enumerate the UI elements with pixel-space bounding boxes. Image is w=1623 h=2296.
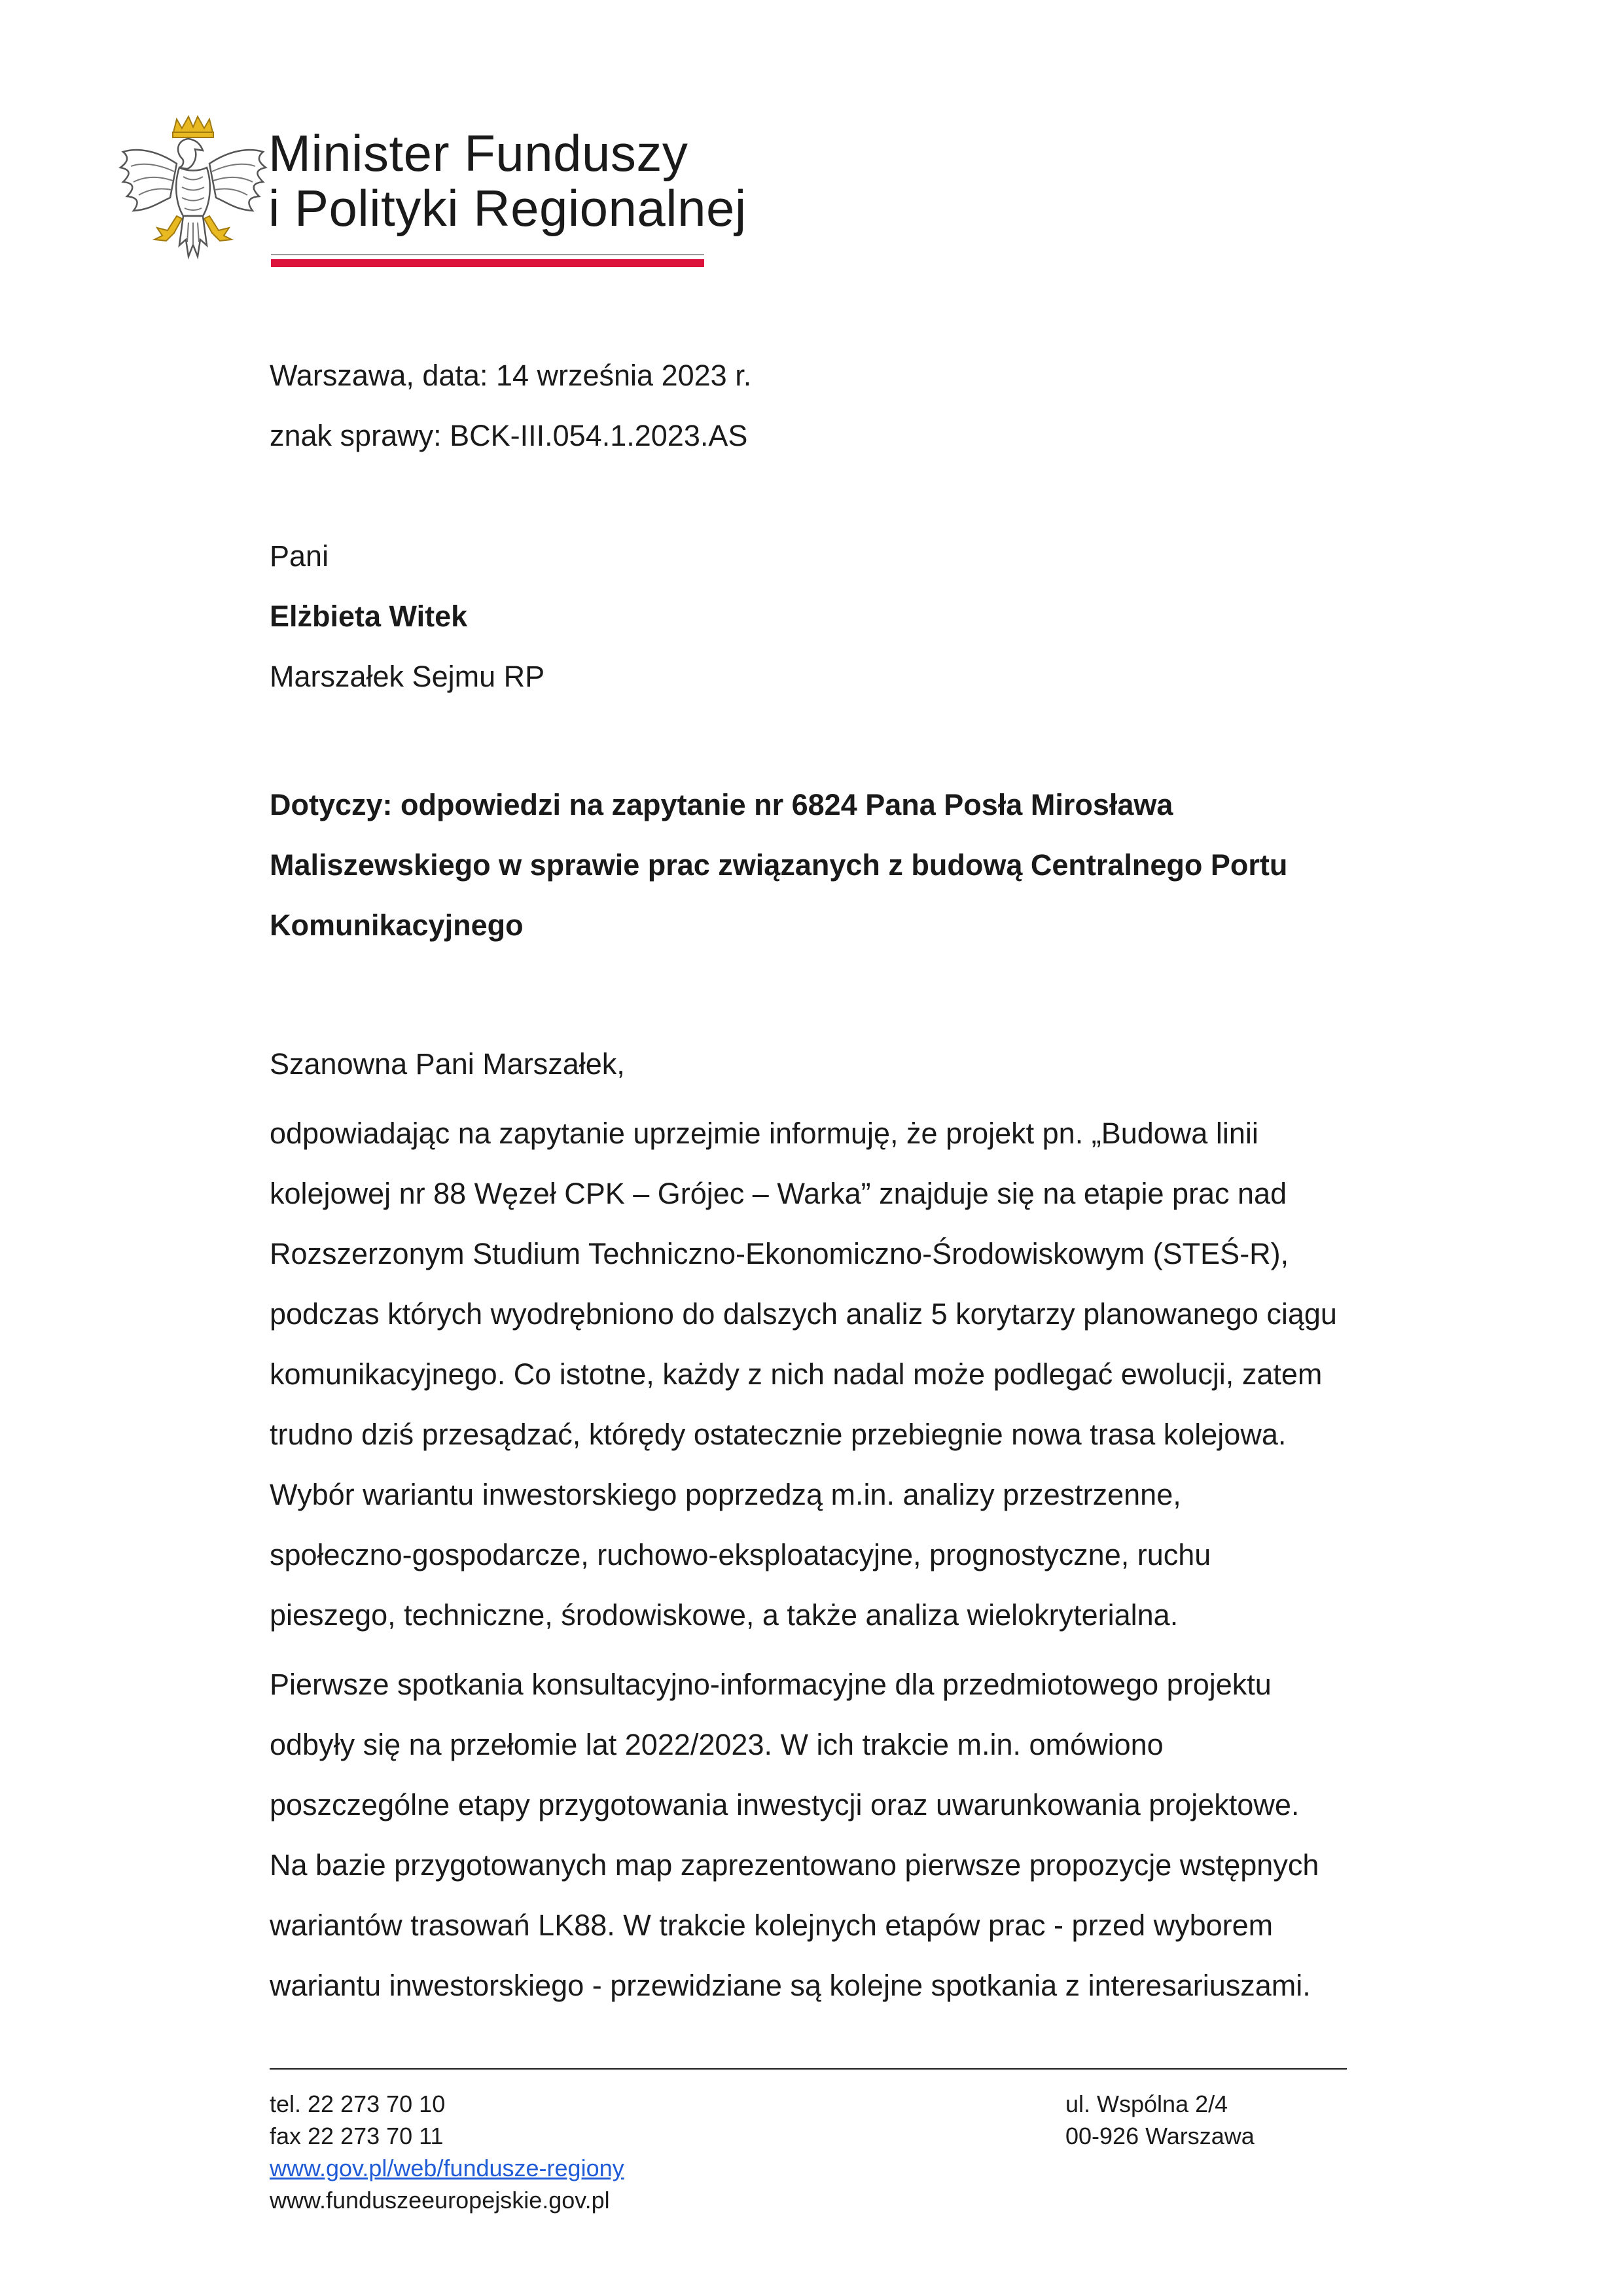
subject-line: Komunikacyjnego — [270, 908, 524, 942]
footer-divider — [270, 2068, 1347, 2070]
organization-name — [268, 126, 747, 236]
paragraph-line: trudno dziś przesądzać, którędy ostatecznie przebiegnie nowa trasa kolejowa. — [270, 1418, 1287, 1451]
paragraph-line: Pierwsze spotkania konsultacyjno-informacyjne dla przedmiotowego projektu — [270, 1668, 1272, 1701]
footer-website-link[interactable]: www.gov.pl/web/fundusze-regiony — [270, 2155, 624, 2181]
paragraph-line: podczas których wyodrębniono do dalszych analiz 5 korytarzy planowanego ciągu — [270, 1297, 1337, 1331]
paragraph-line: Wybór wariantu inwestorskiego poprzedzą m.in. analizy przestrzenne, — [270, 1478, 1181, 1511]
subject-line: Maliszewskiego w sprawie prac związanych z budową Centralnego Portu — [270, 848, 1288, 882]
footer-city: 00-926 Warszawa — [1065, 2123, 1255, 2149]
date-line: Warszawa, data: 14 września 2023 r. — [270, 359, 752, 392]
addressee-title: Marszałek Sejmu RP — [270, 660, 545, 693]
paragraph-line: społeczno-gospodarcze, ruchowo-eksploatacyjne, prognostyczne, ruchu — [270, 1538, 1211, 1571]
paragraph-line: odbyły się na przełomie lat 2022/2023. W ich trakcie m.in. omówiono — [270, 1728, 1164, 1761]
paragraph-2 — [270, 1655, 1349, 2016]
polish-flag-bar — [271, 254, 704, 267]
paragraph-line: poszczególne etapy przygotowania inwestycji oraz uwarunkowania projektowe. — [270, 1788, 1300, 1821]
addressee-salutation: Pani — [270, 539, 329, 573]
paragraph-line: wariantu inwestorskiego - przewidziane są kolejne spotkania z interesariuszami. — [270, 1969, 1311, 2002]
paragraph-line: Rozszerzonym Studium Techniczno-Ekonomiczno-Środowiskowym (STEŚ-R), — [270, 1237, 1289, 1270]
letter-content — [270, 346, 1349, 2016]
addressee-name: Elżbieta Witek — [270, 600, 468, 633]
organization-name-line1: Minister Funduszy — [268, 124, 688, 182]
paragraph-line: wariantów trasowań LK88. W trakcie kolejnych etapów prac - przed wyborem — [270, 1909, 1274, 1942]
subject-line: Dotyczy: odpowiedzi na zapytanie nr 6824 Pana Posła Mirosława — [270, 788, 1173, 821]
paragraph-line: odpowiadając na zapytanie uprzejmie informuję, że projekt pn. „Budowa linii — [270, 1117, 1258, 1150]
footer-street: ul. Wspólna 2/4 — [1065, 2090, 1228, 2117]
footer-phone: tel. 22 273 70 10 — [270, 2090, 446, 2117]
polish-eagle-emblem-icon — [111, 111, 275, 275]
paragraph-line: komunikacyjnego. Co istotne, każdy z nich nadal może podlegać ewolucji, zatem — [270, 1357, 1323, 1391]
paragraph-line: pieszego, techniczne, środowiskowe, a także analiza wielokryterialna. — [270, 1598, 1179, 1632]
case-reference: znak sprawy: BCK-III.054.1.2023.AS — [270, 419, 748, 452]
flag-white-stripe — [271, 254, 704, 259]
flag-red-stripe — [271, 259, 704, 267]
greeting: Szanowna Pani Marszałek, — [270, 1047, 625, 1081]
paragraph-line: kolejowej nr 88 Węzeł CPK – Grójec – Warka” znajduje się na etapie prac nad — [270, 1177, 1287, 1210]
footer-address — [1065, 2088, 1255, 2152]
footer-website-secondary: www.funduszeeuropejskie.gov.pl — [270, 2187, 610, 2214]
footer-contact — [270, 2088, 624, 2216]
letterhead — [111, 111, 747, 281]
footer-fax: fax 22 273 70 11 — [270, 2123, 444, 2149]
paragraph-line: Na bazie przygotowanych map zaprezentowano pierwsze propozycje wstępnych — [270, 1848, 1319, 1882]
subject-block — [270, 775, 1349, 956]
paragraph-1 — [270, 1103, 1349, 1645]
organization-name-line2: i Polityki Regionalnej — [268, 179, 747, 237]
